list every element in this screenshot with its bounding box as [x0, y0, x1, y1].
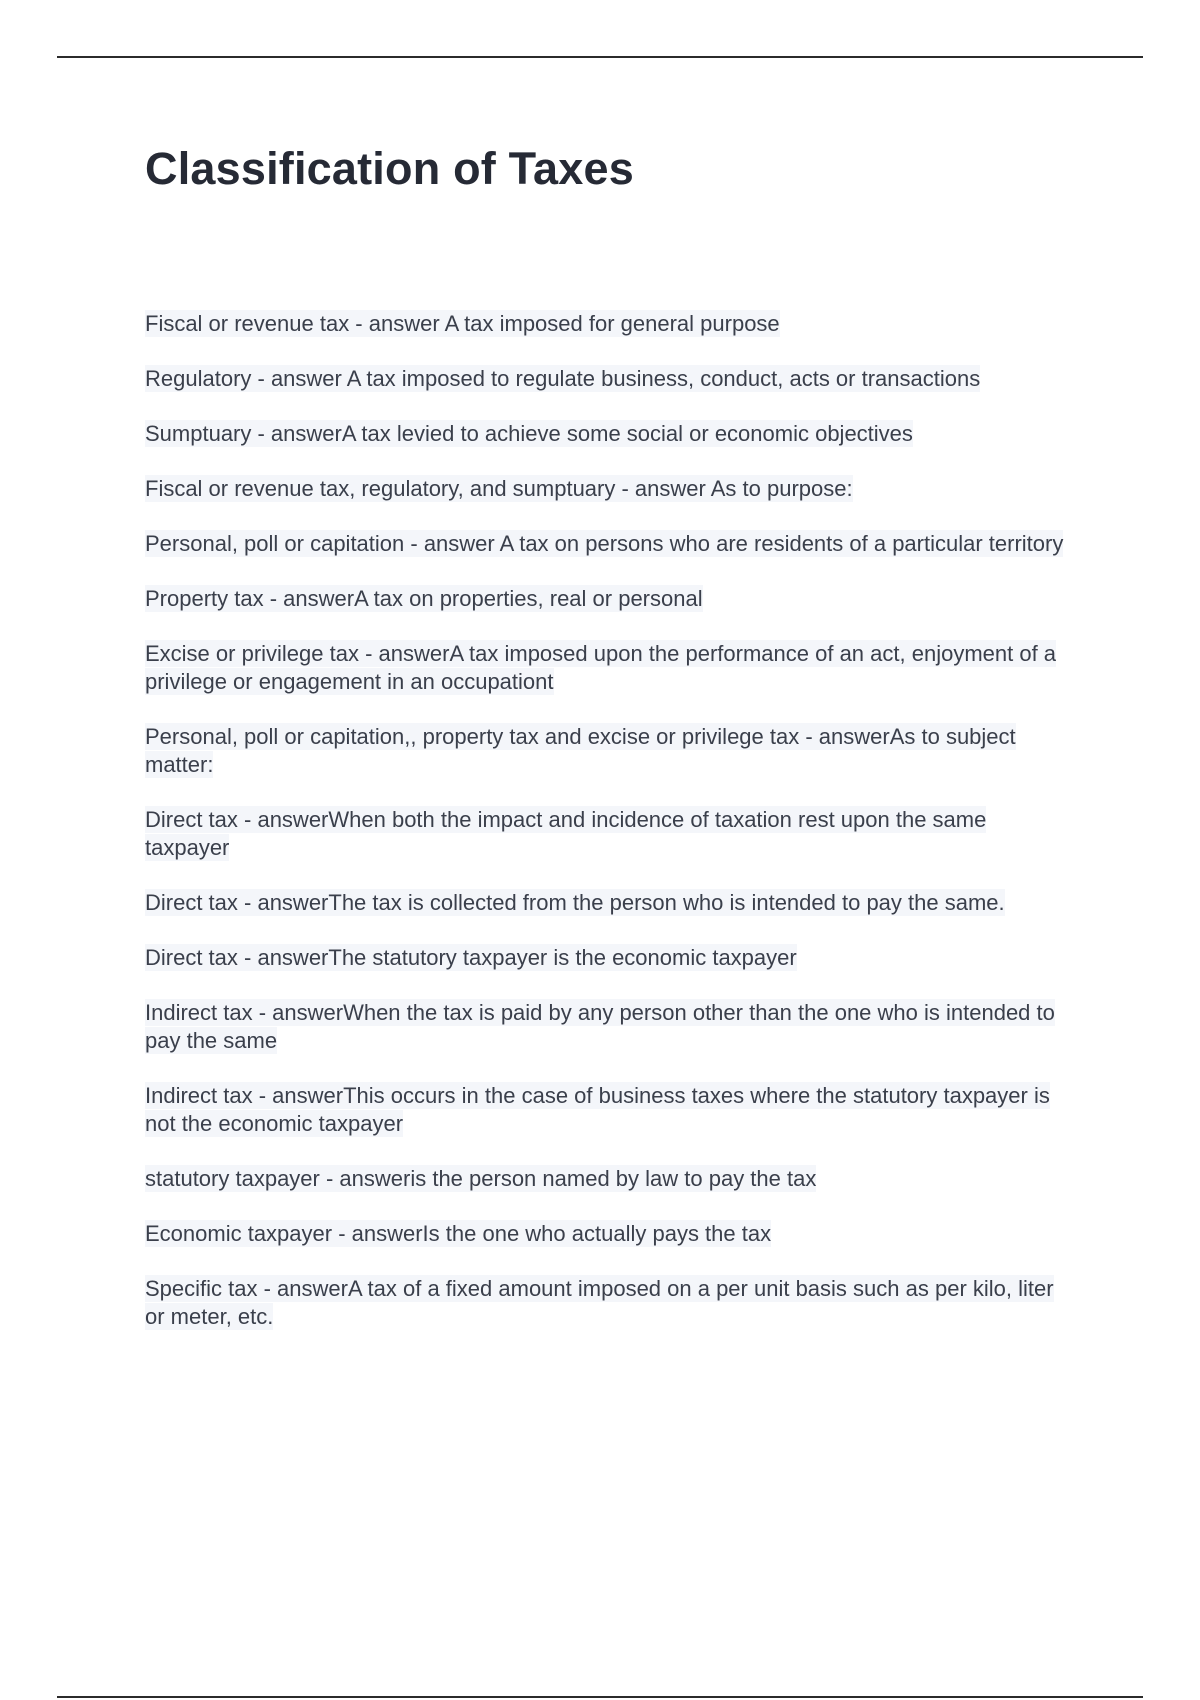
- entry-list: [145, 310, 1075, 1358]
- entry-text: Personal, poll or capitation,, property tax and excise or privilege tax - answerAs to subject matter:: [145, 724, 1016, 777]
- entry-text: Direct tax - answerWhen both the impact and incidence of taxation rest upon the same taxpayer: [145, 807, 987, 860]
- entry-text: Excise or privilege tax - answerA tax imposed upon the performance of an act, enjoyment of a privilege or engagement in an occupationt: [145, 641, 1057, 694]
- entry-text: Specific tax - answerA tax of a fixed amount imposed on a per unit basis such as per kilo, liter or meter, etc.: [145, 1276, 1054, 1329]
- list-item: [145, 944, 1075, 972]
- entry-text: Personal, poll or capitation - answer A tax on persons who are residents of a particular territory: [145, 531, 1064, 556]
- entry-text: Property tax - answerA tax on properties, real or personal: [145, 586, 703, 611]
- entry-text: Sumptuary - answerA tax levied to achieve some social or economic objectives: [145, 421, 913, 446]
- list-item: [145, 1082, 1075, 1138]
- list-item: [145, 310, 1075, 338]
- list-item: [145, 1220, 1075, 1248]
- entry-text: Direct tax - answerThe statutory taxpayer is the economic taxpayer: [145, 945, 797, 970]
- list-item: [145, 889, 1075, 917]
- page-title: Classification of Taxes: [145, 143, 634, 194]
- entry-text: Economic taxpayer - answerIs the one who actually pays the tax: [145, 1221, 772, 1246]
- entry-text: Fiscal or revenue tax, regulatory, and sumptuary - answer As to purpose:: [145, 476, 853, 501]
- bottom-divider: [57, 1696, 1143, 1698]
- entry-text: statutory taxpayer - answeris the person named by law to pay the tax: [145, 1166, 817, 1191]
- list-item: [145, 999, 1075, 1055]
- list-item: [145, 1275, 1075, 1331]
- entry-text: Indirect tax - answerWhen the tax is paid by any person other than the one who is intended to pay the same: [145, 1000, 1055, 1053]
- entry-text: Fiscal or revenue tax - answer A tax imposed for general purpose: [145, 311, 780, 336]
- list-item: [145, 585, 1075, 613]
- list-item: [145, 1165, 1075, 1193]
- list-item: [145, 530, 1075, 558]
- entry-text: Regulatory - answer A tax imposed to regulate business, conduct, acts or transactions: [145, 366, 981, 391]
- list-item: [145, 475, 1075, 503]
- top-divider: [57, 56, 1143, 58]
- entry-text: Direct tax - answerThe tax is collected from the person who is intended to pay the same.: [145, 890, 1005, 915]
- list-item: [145, 420, 1075, 448]
- list-item: [145, 723, 1075, 779]
- list-item: [145, 806, 1075, 862]
- entry-text: Indirect tax - answerThis occurs in the case of business taxes where the statutory taxpayer is not the economic taxpayer: [145, 1083, 1050, 1136]
- list-item: [145, 640, 1075, 696]
- list-item: [145, 365, 1075, 393]
